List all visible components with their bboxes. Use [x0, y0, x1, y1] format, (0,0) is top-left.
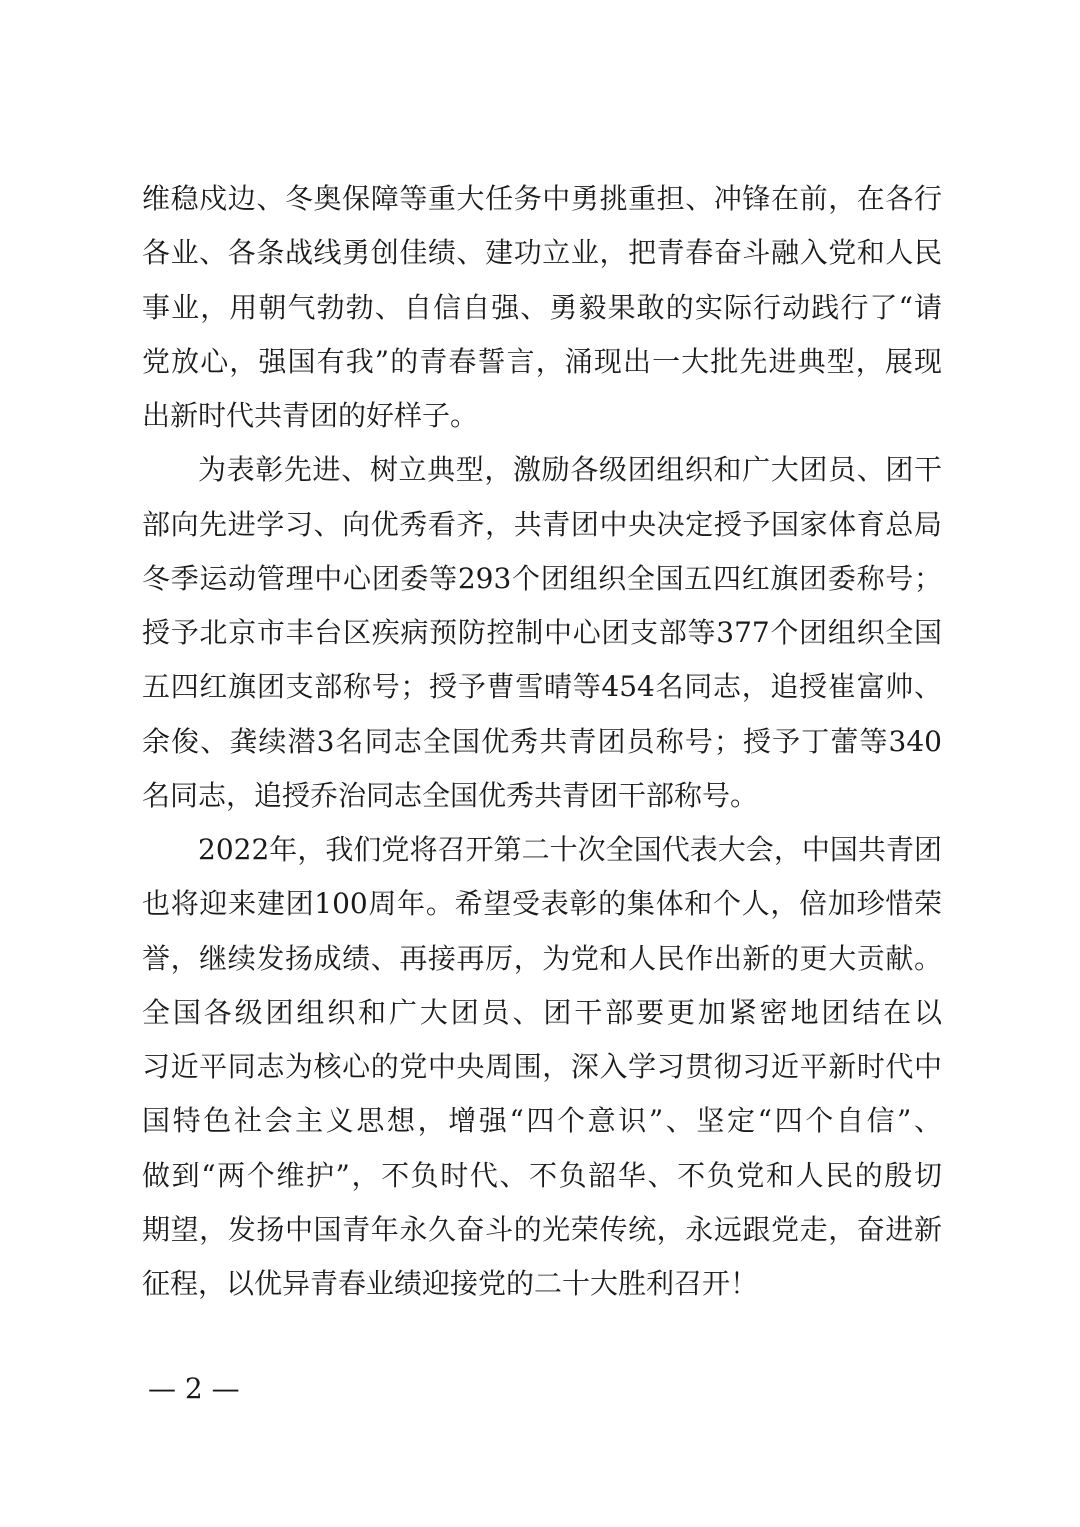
text-line: 冬季运动管理中心团委等293个团组织全国五四红旗团委称号；	[142, 561, 942, 595]
text-line: 事业，用朝气勃勃、自信自强、勇毅果敢的实际行动践行了“请	[142, 290, 942, 324]
text-line: 余俊、龚续潜3名同志全国优秀共青团员称号；授予丁蕾等340	[142, 724, 942, 758]
text-line: 也将迎来建团100周年。希望受表彰的集体和个人，倍加珍惜荣	[142, 887, 942, 921]
text-line: 五四红旗团支部称号；授予曹雪晴等454名同志，追授崔富帅、	[142, 670, 942, 704]
text-line: 2022年，我们党将召开第二十次全国代表大会，中国共青团	[198, 833, 942, 866]
text-line: 国特色社会主义思想，增强“四个意识”、坚定“四个自信”、	[142, 1104, 942, 1138]
text-line: 征程，以优异青春业绩迎接党的二十大胜利召开！	[142, 1267, 759, 1300]
text-line: 期望，发扬中国青年永久奋斗的光荣传统，永远跟党走，奋进新	[142, 1212, 942, 1246]
text-line: 习近平同志为核心的党中央周围，深入学习贯彻习近平新时代中	[142, 1050, 942, 1083]
text-line: 各业、各条战线勇创佳绩、建功立业，把青春奋斗融入党和人民	[142, 236, 942, 270]
text-line: 部向先进学习、向优秀看齐，共青团中央决定授予国家体育总局	[142, 507, 942, 541]
text-line: 名同志，追授乔治同志全国优秀共青团干部称号。	[142, 778, 759, 812]
text-line: 出新时代共青团的好样子。	[142, 399, 479, 432]
page-number: — 2 —	[148, 1372, 240, 1405]
text-line: 党放心，强国有我”的青春誓言，涌现出一大批先进典型，展现	[142, 344, 942, 378]
text-line: 授予北京市丰台区疾病预防控制中心团支部等377个团组织全国	[142, 616, 942, 649]
text-line: 维稳戍边、冬奥保障等重大任务中勇挑重担、冲锋在前，在各行	[142, 182, 942, 215]
text-line: 全国各级团组织和广大团员、团干部要更加紧密地团结在以	[142, 995, 942, 1029]
body-text	[142, 172, 942, 1311]
text-line: 为表彰先进、树立典型，激励各级团组织和广大团员、团干	[198, 453, 942, 487]
text-line: 做到“两个维护”，不负时代、不负韶华、不负党和人民的殷切	[142, 1158, 942, 1192]
text-line: 誉，继续发扬成绩、再接再厉，为党和人民作出新的更大贡献。	[142, 941, 942, 975]
